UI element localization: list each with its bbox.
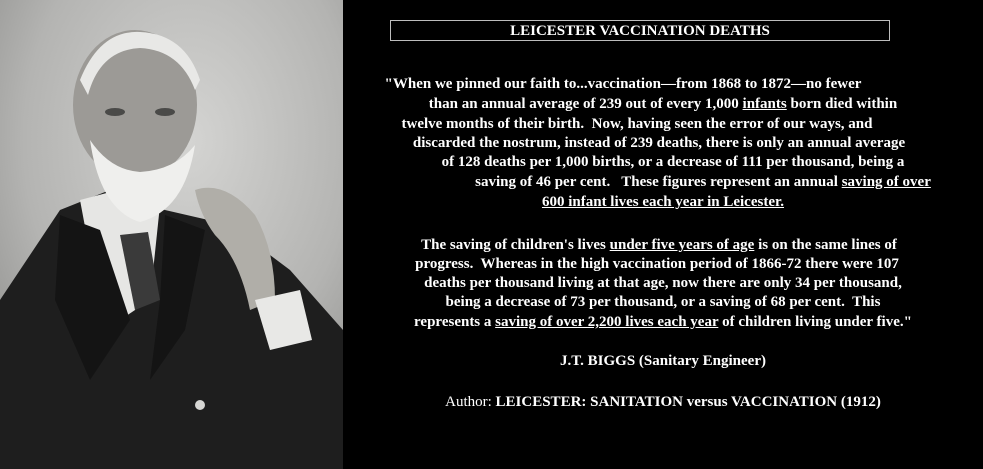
quote-text-segment: "When we pinned our faith to...vaccination—from 1868 to 1872—no fewer (384, 76, 862, 92)
quote-text-segment: The saving of children's lives (421, 237, 610, 253)
quote-line (303, 75, 943, 94)
quote-line (339, 134, 979, 153)
quote-line (337, 255, 977, 274)
author-line (343, 394, 983, 411)
underlined-phrase: infants (742, 96, 787, 112)
quote-text-segment: represents a (414, 314, 496, 330)
portrait-photo (0, 0, 343, 469)
quote-text-segment: twelve months of their birth. Now, having seen the error of our ways, and (401, 116, 873, 132)
underlined-phrase: under five years of age (609, 237, 755, 253)
quote-text-segment: deaths per thousand living at that age, now there are only 34 per thousand, (424, 275, 902, 291)
quote-text-segment: born died within (786, 96, 898, 112)
author-label: Author: (445, 394, 496, 410)
quote-line (343, 274, 983, 293)
quote-text-segment: progress. Whereas in the high vaccination period of 1866-72 there were 107 (415, 256, 899, 272)
author-book: LEICESTER: SANITATION versus VACCINATION (1912) (495, 394, 881, 410)
quote-text-segment: than an annual average of 239 out of every 1,000 (428, 96, 743, 112)
quote-text-segment: of 128 deaths per 1,000 births, or a decrease of 111 per thousand, being a (441, 154, 905, 170)
underlined-phrase: 600 infant lives each year in Leicester. (541, 194, 785, 210)
quote-text-segment: is on the same lines of (754, 237, 897, 253)
quote-line (343, 313, 983, 332)
quote-line (343, 193, 983, 212)
quote-text-segment: being a decrease of 73 per thousand, or a saving of 68 per cent. This (445, 294, 881, 310)
underlined-phrase: saving of over 2,200 lives each year (495, 314, 719, 330)
page-title: LEICESTER VACCINATION DEATHS (390, 20, 890, 41)
quote-text-segment: of children living under five." (718, 314, 912, 330)
quote-line (343, 293, 983, 312)
quote-text-segment: discarded the nostrum, instead of 239 deaths, there is only an annual average (412, 135, 906, 151)
quote-line (339, 236, 979, 255)
quote-line (343, 95, 983, 114)
quote-panel (343, 0, 983, 469)
quote-line (383, 173, 983, 192)
attribution: J.T. BIGGS (Sanitary Engineer) (560, 353, 766, 369)
underlined-phrase: saving of over (841, 174, 931, 190)
quote-line (317, 115, 957, 134)
quote-text-segment: saving of 46 per cent. These figures represent an annual (475, 174, 842, 190)
quote-line (353, 153, 983, 172)
